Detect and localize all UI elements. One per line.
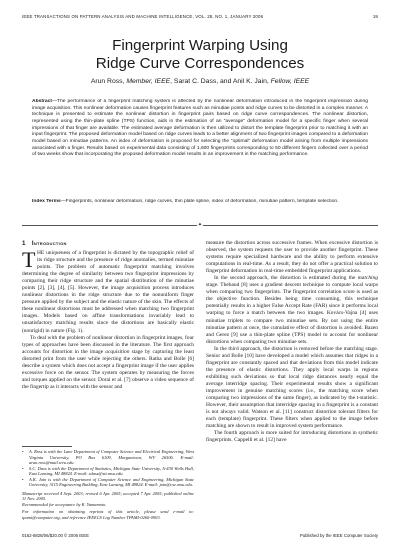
footnote-bullet-icon: •	[22, 449, 24, 454]
author-1-role: Member, IEEE	[126, 78, 171, 85]
right-paragraph-2-text-b: stage. Thebaud [8] uses a gradient descent technique to compute local warps when comparing two fingerprints. The fingerprint correlation score is used as the objective function. Besides being time consuming, this technique potentially results in a higher False Accept Rate (FAR) since it performs local warping to force a match between the two images. Kovács-Vajna [4] uses minutiae triplets to compare two minutiae sets. By not using the entire minutiae pattern at once, the cumulative effect of distortion is avoided. Bazen and Gerez [9] use a thin-plate spline (TPS) model to account for nonlinear distortions when comparing two minutiae sets.	[206, 282, 378, 345]
footnote-item	[22, 449, 194, 466]
page-number: 19	[372, 14, 378, 19]
right-column	[206, 240, 378, 528]
right-paragraph-2-emphasis: matching	[357, 275, 378, 282]
left-column	[22, 240, 194, 443]
index-terms	[32, 199, 368, 213]
author-3-role: Fellow, IEEE	[270, 78, 310, 85]
abstract-text: —The performance of a fingerprint matching system is affected by the nonlinear deformation introduced in the fingerprint impression during image acquisition. This nonlinear deformation causes fingerprint features such as minutiae points and ridge curves to be distorted in a complex manner. A technique is presented to estimate the nonlinear distortion in fingerprint pairs based on ridge curve correspondences. The nonlinear distortion, represented using the thin-plate spline (TPS) function, aids in the estimation of an “average” deformation model for a specific finger when several impressions of that finger are available. The estimated average deformation is then utilized to distort the template fingerprint prior to matching it with an input fingerprint. The proposed deformation model based on ridge curves leads to a better alignment of two fingerprint images compared to a deformation model based on minutiae patterns. An index of deformation is proposed for selecting the “optimal” deformation model arising from multiple impressions associated with a finger. Results based on experimental data consisting of 1,600 fingerprints corresponding to 50 different fingers collected over a period of two weeks show that incorporating the proposed deformation model results in an improvement in the matching performance.	[32, 99, 368, 158]
author-list	[0, 78, 400, 85]
running-header	[22, 14, 378, 19]
drop-cap-rest: HE	[36, 250, 45, 256]
title-line-1: Fingerprint Warping Using	[112, 37, 288, 54]
footnote-bullet-icon: •	[22, 465, 24, 471]
footnote-affiliation-ross: A. Ross is with the Lane Department of Computer Science and Electrical Engineering, West Virginia University, PO Box 6109, Morgantown, WV 26506. E-mail: arun.ross@mail.wvu.edu.	[29, 449, 194, 465]
footnote-reprints: For information on obtaining reprints of this article, please send e-mail to: tpami@computer.org, and reference IEEECS Log Number TPAMI-0260-0903.	[22, 509, 194, 520]
footnote-manuscript-dates: Manuscript received 4 Sept. 2003; revised 6 Apr. 2005; accepted 7 Apr. 2005; published online 11 Nov. 2005.	[22, 490, 194, 501]
title-line-2: Ridge Curve Correspondences	[95, 55, 305, 73]
section-title: Introduction	[31, 240, 67, 247]
intro-paragraph-1-text: uniqueness of a fingerprint is dictated by the topographic relief of its ridge structure and the presence of ridge anomalies, termed minutiae points. The problem of automatic fingerprint matching involves determining the degree of similarity between two fingerprint impressions by comparing their ridge structure and the spatial distribution of the minutiae points [2], [3], [4], [5]. However, the image acquisition process introduces nonlinear distortions in the ridge structure due to the nonuniform finger pressure applied by the subject and the elastic nature of the skin. The effects of these nonlinear distortions must be addressed when matching two fingerprint images. Models based on affine transformations invariably lead to unsatisfactory matching results since the distortions are basically elastic (nonrigid) in nature (Fig. 1).	[22, 250, 194, 334]
authors-2-3: , Sarat C. Dass, and Anil K. Jain,	[170, 78, 269, 85]
intro-paragraph-1	[22, 250, 194, 335]
footnote-item	[22, 466, 194, 477]
footnote-item	[22, 477, 194, 488]
intro-paragraph-2-text-b: stage by capturing the least distorted print from the user while rejecting the others. Ratha and Bolle [6] describe a system which does not accept a fingerprint image if the user applies excessive force on the sensor. The system operates by measuring the forces and torques applied on the sensor. Dorai et al. [7] observe a video sequence of the fingertip as it interacts with the sensor and	[22, 348, 194, 390]
divider-diamond-icon: ✦	[197, 222, 203, 228]
right-paragraph-4: The fourth approach is more suited for introducing distortions in synthetic fingerprints. Cappelli et al. [12] have	[206, 430, 378, 444]
intro-paragraph-2	[22, 335, 194, 391]
footnotes	[22, 449, 194, 520]
right-body	[206, 240, 378, 528]
drop-cap: T	[22, 250, 36, 272]
section-number: 1	[22, 240, 26, 247]
abstract-label: Abstract	[32, 99, 53, 104]
intro-paragraph-2-emphasis: acquisition	[105, 348, 130, 355]
publisher-line: Published by the IEEE Computer Society	[299, 533, 378, 538]
footnote-editor: Recommended for acceptance by K. Yamamoto.	[22, 501, 107, 507]
right-paragraph-3: In the third approach, the distortion is removed before the matching stage. Senior and Bolle [10] have developed a model which assumes that ridges in a fingerprint are constantly spaced and that deviations from this model indicate the presence of elastic distortions. They apply local warps in regions exhibiting such deviations so that local ridge distances nearly equal the average interridge spacing. Their experimental results show a significant improvement in genuine matching scores (i.e., the matching score when comparing two impressions of the same finger), as indicated by the t-statistic. However, their assumption that interridge spacing in a fingerprint is a constant is not always valid. Watson et al. [11] construct distortion tolerant filters for each (template) fingerprint. These filters when applied to the image before matching are shown to result in improved system performance.	[206, 345, 378, 430]
intro-body	[22, 250, 194, 443]
abstract	[32, 99, 368, 199]
intro-paragraph-2-text-a: To deal with the problem of nonlinear distortion in fingerprint images, four types of approaches have been discussed in the literature. The first approach accounts for distortion in the image	[22, 334, 194, 355]
footnote-rule	[22, 446, 72, 447]
footnote-affiliation-dass: S.C. Dass is with the Department of Statistics, Michigan State University, A-430 Wells Hall, East Lansing, MI 48824. E-mail: sdass@stt.msu.edu.	[29, 465, 194, 476]
index-terms-label: Index Terms	[32, 199, 61, 204]
right-paragraph-2-text-a: In the second approach, the distortion is estimated during the	[214, 275, 358, 282]
index-terms-text: —Fingerprints, nonlinear deformation, ridge curves, thin plate spline, index of deformation, minutiae pattern, template selection.	[60, 199, 339, 204]
copyright-line: 0162-8828/06/$20.00 © 2006 IEEE	[22, 533, 89, 538]
section-heading	[22, 240, 194, 250]
right-paragraph-2	[206, 275, 378, 345]
author-1: Arun Ross,	[90, 78, 125, 85]
footnote-bullet-icon: •	[22, 476, 24, 482]
bottom-line	[22, 533, 378, 538]
paper-title	[0, 37, 400, 73]
footnote-affiliation-jain: A.K. Jain is with the Department of Computer Science and Engineering, Michigan State University, 3115 Engineering Building, East Lansing, MI 48824. E-mail: jain@cse.msu.edu.	[29, 476, 194, 487]
right-paragraph-1: measure the distortion across successive frames. When excessive distortion is observed, the system requests the user to provide another fingerprint. These systems require specialized hardware and the ability to perform extensive computations in real-time. As a result, they do not offer a practical solution to fingerprint deformation in real-time embedded fingerprint applications.	[206, 240, 378, 275]
journal-name: IEEE TRANSACTIONS ON PATTERN ANALYSIS AND MACHINE INTELLIGENCE, VOL. 28, NO. 1, JANUARY 2006	[22, 14, 264, 19]
